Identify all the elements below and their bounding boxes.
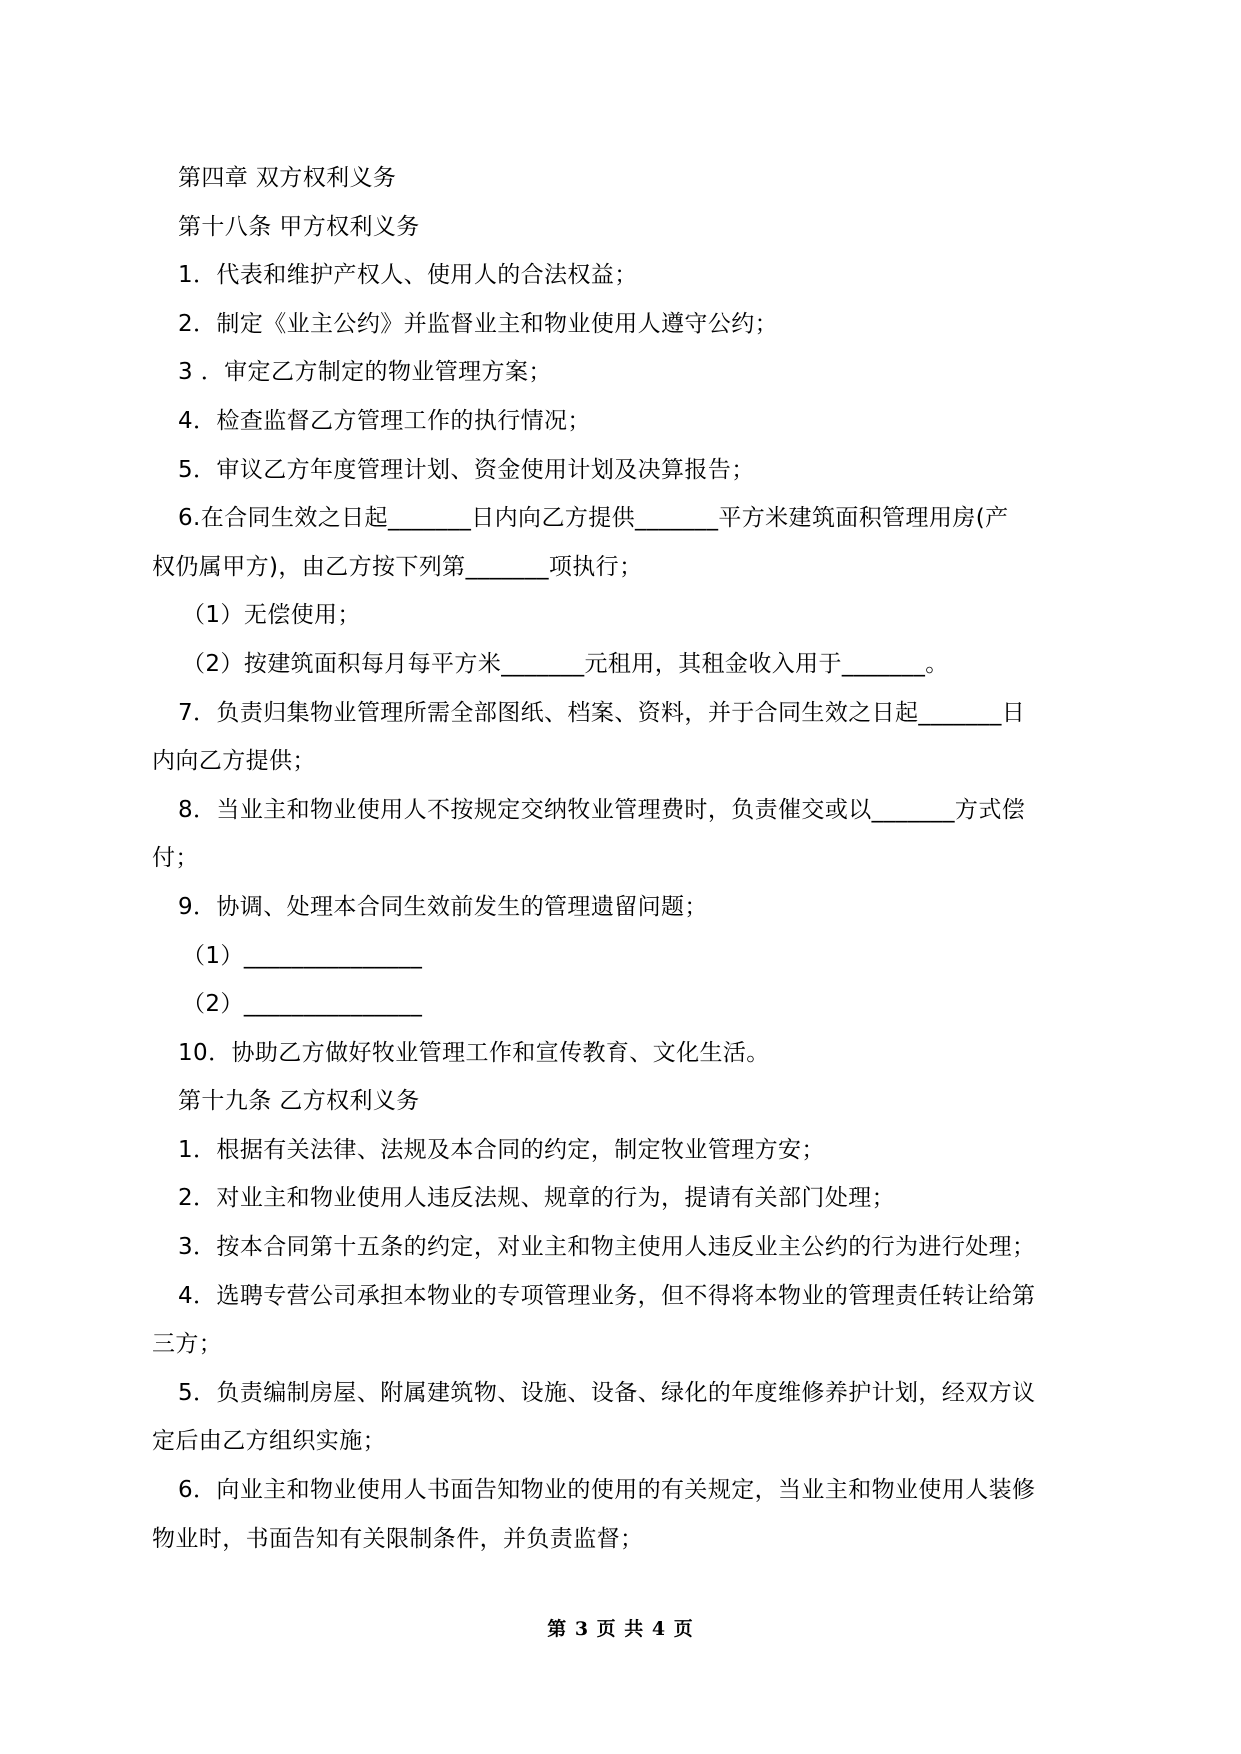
document-line: （1）_______________	[182, 942, 423, 969]
document-line: 1．根据有关法律、法规及本合同的约定，制定牧业管理方安；	[178, 1136, 825, 1163]
document-line: 定后由乙方组织实施；	[152, 1428, 386, 1455]
section-heading: 第十八条 甲方权利义务	[178, 213, 420, 240]
document-line: 5．负责编制房屋、附属建筑物、设施、设备、绿化的年度维修养护计划，经双方议	[178, 1379, 1036, 1406]
document-line: 4．检查监督乙方管理工作的执行情况；	[178, 407, 591, 434]
document-line: （1）无偿使用；	[182, 602, 361, 629]
document-body	[152, 154, 1092, 1563]
document-line: 5．审议乙方年度管理计划、资金使用计划及决算报告；	[178, 456, 755, 483]
document-line: 8．当业主和物业使用人不按规定交纳牧业管理费时，负责催交或以_______方式偿	[178, 796, 1026, 823]
document-line: 权仍属甲方)，由乙方按下列第_______项执行；	[152, 553, 643, 580]
document-line: 10．协助乙方做好牧业管理工作和宣传教育、文化生活。	[178, 1039, 770, 1066]
document-line: 付；	[152, 845, 199, 872]
document-line: 6．向业主和物业使用人书面告知物业的使用的有关规定，当业主和物业使用人装修	[178, 1477, 1036, 1504]
section-heading: 第十九条 乙方权利义务	[178, 1088, 420, 1115]
document-line: 物业时，书面告知有关限制条件，并负责监督；	[152, 1525, 644, 1552]
document-line: 7．负责归集物业管理所需全部图纸、档案、资料，并于合同生效之日起_______日	[178, 699, 1026, 726]
section-heading: 第四章 双方权利义务	[178, 165, 397, 191]
document-line: 3．按本合同第十五条的约定，对业主和物主使用人违反业主公约的行为进行处理；	[178, 1234, 1036, 1261]
document-line: 1．代表和维护产权人、使用人的合法权益；	[178, 262, 638, 289]
document-line: 4．选聘专营公司承担本物业的专项管理业务，但不得将本物业的管理责任转让给第	[178, 1282, 1036, 1309]
page-footer: 第 3 页 共 4 页	[547, 1618, 694, 1640]
document-line: 内向乙方提供；	[152, 748, 316, 775]
document-line: （2）按建筑面积每月每平方米_______元租用，其租金收入用于_______。	[182, 650, 949, 677]
document-line: 三方；	[152, 1331, 223, 1358]
document-line: （2）_______________	[182, 991, 423, 1018]
document-line: 2．制定《业主公约》并监督业主和物业使用人遵守公约；	[178, 310, 779, 337]
document-line: 3 ．审定乙方制定的物业管理方案；	[178, 359, 552, 386]
document-line: 6.在合同生效之日起_______日内向乙方提供_______平方米建筑面积管理用房(产	[178, 505, 1009, 532]
document-line: 2．对业主和物业使用人违反法规、规章的行为，提请有关部门处理；	[178, 1185, 896, 1212]
document-line: 9．协调、处理本合同生效前发生的管理遗留问题；	[178, 893, 708, 920]
